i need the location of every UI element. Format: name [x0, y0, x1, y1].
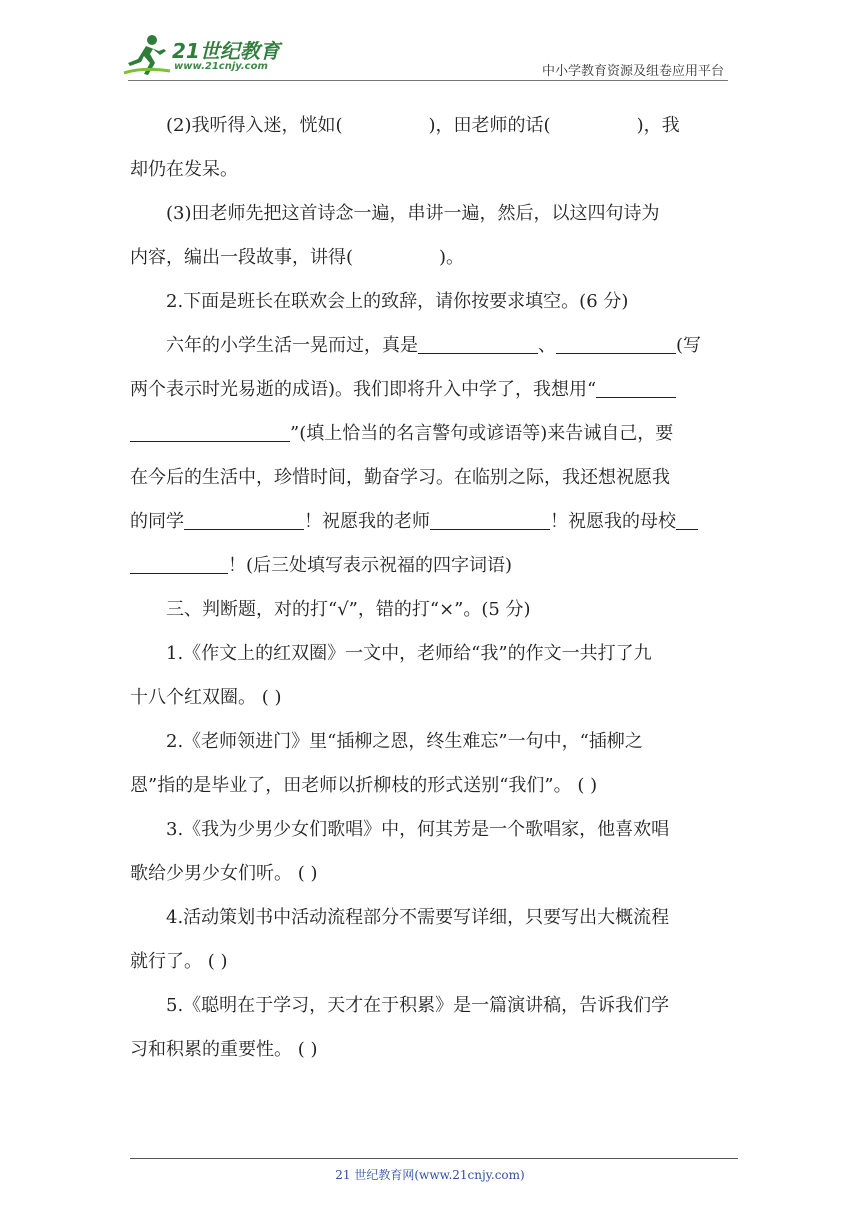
judgement-2-line-2: 恩”指的是毕业了，田老师以折柳枝的形式送别“我们”。 ( )	[130, 775, 598, 796]
footer-link[interactable]: 21 世纪教育网(www.21cnjy.com)	[335, 1168, 525, 1182]
fill-blank[interactable]	[430, 511, 550, 530]
page-header	[0, 0, 860, 84]
fill-blank[interactable]	[418, 335, 538, 354]
question-2-line-2: 却仍在发呆。	[130, 159, 238, 180]
judgement-4-line-1: 4.活动策划书中活动流程部分不需要写详细，只要写出大概流程	[166, 907, 670, 928]
question-2-line-1: (2)我听得入迷，恍如( )，田老师的话( )，我	[166, 115, 680, 136]
judgement-5-line-1: 5.《聪明在于学习，天才在于积累》是一篇演讲稿，告诉我们学	[166, 995, 670, 1016]
question-3-line-2: 内容，编出一段故事，讲得( )。	[130, 247, 465, 268]
header-tagline: 中小学教育资源及组卷应用平台	[541, 64, 724, 79]
worksheet-content	[130, 104, 728, 1072]
judgement-1-line-2: 十八个红双圈。 ( )	[130, 687, 282, 708]
speech-line-5: 的同学 ！祝愿我的老师 ！祝愿我的母校	[130, 500, 728, 544]
section-3-title: 三、判断题，对的打“√”，错的打“×”。(5 分)	[166, 599, 531, 620]
judgement-5-line-2: 习和积累的重要性。 ( )	[130, 1039, 318, 1060]
header-divider	[128, 80, 728, 81]
fill-blank[interactable]	[184, 511, 304, 530]
footer-divider	[130, 1158, 738, 1159]
judgement-3-line-2: 歌给少男少女们听。 ( )	[130, 863, 318, 884]
judgement-4-line-2: 就行了。 ( )	[130, 951, 228, 972]
speech-line-2: 两个表示时光易逝的成语)。我们即将升入中学了，我想用“	[130, 368, 728, 412]
fill-blank[interactable]	[596, 379, 676, 398]
fill-blank[interactable]	[130, 423, 290, 442]
site-logo[interactable]	[122, 33, 292, 79]
speech-line-4: 在今后的生活中，珍惜时间，勤奋学习。在临别之际，我还想祝愿我	[130, 467, 670, 488]
fill-blank[interactable]	[556, 335, 676, 354]
judgement-2-line-1: 2.《老师领进门》里“插柳之恩，终生难忘”一句中，“插柳之	[166, 731, 643, 752]
question-3-line-1: (3)田老师先把这首诗念一遍，串讲一遍，然后，以这四句诗为	[166, 203, 660, 224]
brand-url: www.21cnjy.com	[174, 61, 268, 72]
speech-line-3: ”(填上恰当的名言警句或谚语等)来告诫自己，要	[130, 412, 728, 456]
judgement-3-line-1: 3.《我为少男少女们歌唱》中，何其芳是一个歌唱家，他喜欢唱	[166, 819, 670, 840]
fill-blank[interactable]	[676, 511, 698, 530]
runner-logo-icon	[122, 33, 174, 77]
brand-name: 21世纪教育	[172, 39, 280, 63]
speech-line-1: 六年的小学生活一晃而过，真是 、 (写	[166, 335, 702, 356]
speech-line-6: ！(后三处填写表示祝福的四字词语)	[130, 544, 728, 588]
fill-blank[interactable]	[130, 555, 228, 574]
judgement-1-line-1: 1.《作文上的红双圈》一文中，老师给“我”的作文一共打了九	[166, 643, 652, 664]
section-2-title: 2.下面是班长在联欢会上的致辞，请你按要求填空。(6 分)	[166, 291, 629, 312]
